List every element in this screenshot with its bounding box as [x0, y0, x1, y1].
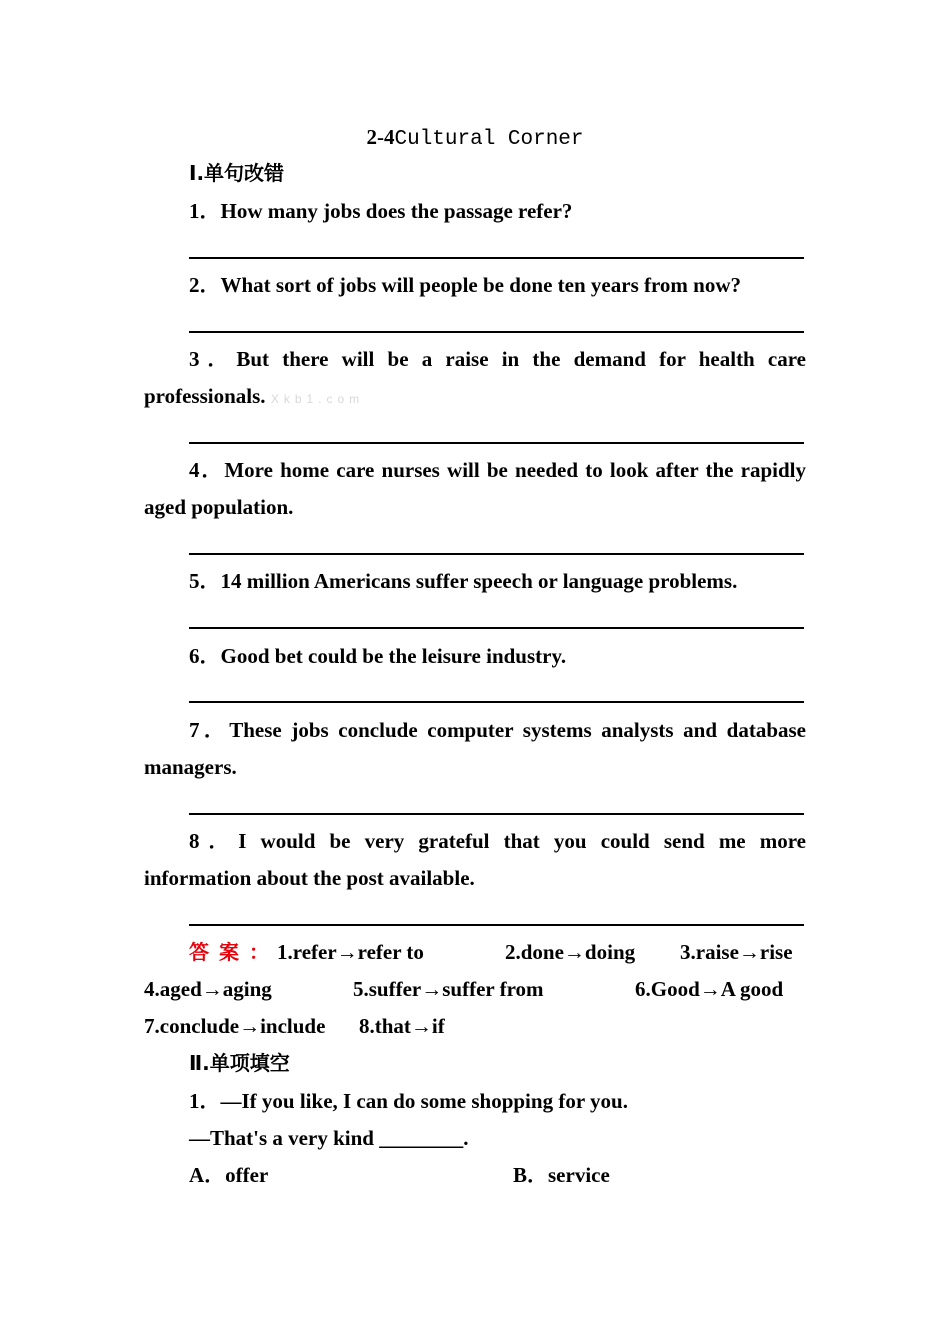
answer-item: 5.suffer→suffer from [353, 977, 544, 1001]
answer-item: 2.done→doing [505, 940, 636, 964]
answer-item: 3.raise→rise [680, 940, 793, 964]
question-7 [144, 712, 806, 786]
question-number: 5． [189, 569, 221, 593]
mc-question-1-response: —That's a very kind ________. [189, 1126, 469, 1150]
page-title [144, 123, 806, 154]
option-a[interactable]: A．offer [189, 1163, 269, 1187]
question-3 [144, 341, 806, 418]
title-text: Cultural Corner [394, 128, 584, 151]
question-4 [144, 452, 806, 526]
question-8 [144, 823, 806, 897]
question-text: What sort of jobs will people be done ten years from now? [220, 273, 742, 297]
answer-line-7[interactable] [189, 813, 804, 815]
question-number: 2． [189, 273, 221, 297]
watermark: Xkb1.com [270, 392, 365, 406]
question-text: 14 million Americans suffer speech or language problems. [220, 569, 738, 593]
answer-item: 8.that→if [359, 1014, 445, 1038]
question-1 [144, 193, 806, 230]
option-b[interactable]: B．service [513, 1163, 610, 1187]
answer-item: 1.refer→refer to [277, 940, 424, 964]
answer-line-5[interactable] [189, 627, 804, 629]
answer-line-3[interactable] [189, 442, 804, 444]
question-text: Good bet could be the leisure industry. [220, 644, 567, 668]
question-5 [144, 563, 806, 600]
question-text: These jobs conclude computer systems analysts and database managers. [144, 718, 806, 779]
question-number: 3． [189, 347, 237, 371]
question-number: 4． [189, 458, 225, 482]
answer-line-2[interactable] [189, 331, 804, 333]
question-2 [144, 267, 806, 304]
mc-question-1: 1．—If you like, I can do some shopping for you. [189, 1089, 628, 1113]
answer-label: 答案： [189, 940, 279, 964]
question-number: 7． [189, 718, 230, 742]
answer-line-8[interactable] [189, 924, 804, 926]
answer-line-4[interactable] [189, 553, 804, 555]
answer-line-6[interactable] [189, 701, 804, 703]
question-text: More home care nurses will be needed to look after the rapidly aged population. [144, 458, 806, 519]
question-text: I would be very grateful that you could send me more information about the post available. [144, 829, 806, 890]
question-text: How many jobs does the passage refer? [220, 199, 573, 223]
section-heading-1: Ⅰ.单句改错 [189, 161, 285, 185]
question-number: 1． [189, 199, 221, 223]
question-number: 6． [189, 644, 221, 668]
answer-item: 6.Good→A good [635, 977, 784, 1001]
question-text: But there will be a raise in the demand for health care professionals. [144, 347, 807, 408]
section-heading-2: Ⅱ.单项填空 [189, 1051, 290, 1075]
question-6 [144, 638, 806, 675]
answer-item: 7.conclude→include [144, 1014, 326, 1038]
answer-line-1[interactable] [189, 257, 804, 259]
title-number: 2-4 [366, 125, 395, 149]
question-number: 8． [189, 829, 239, 853]
answer-item: 4.aged→aging [144, 977, 272, 1001]
